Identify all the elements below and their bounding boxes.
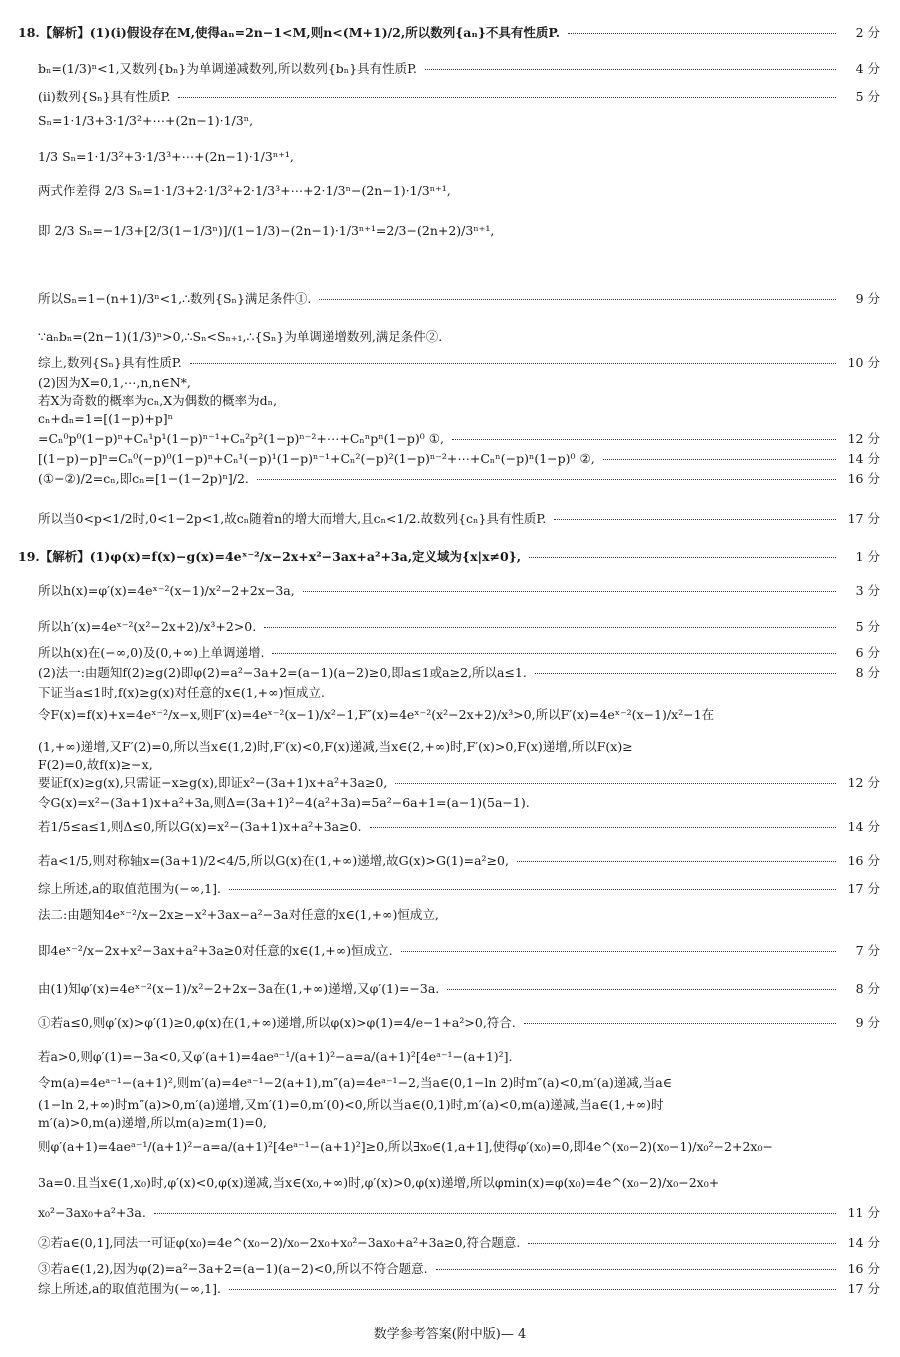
line-text: 所以h(x)=φ′(x)=4eˣ⁻²(x−1)/x²−2+2x−3a, — [38, 583, 295, 598]
score-points: 8 分 — [855, 981, 880, 996]
score-points: 14 分 — [847, 451, 880, 466]
solution-line — [0, 1014, 900, 1032]
line-text: 所以Sₙ=1−(n+1)/3ⁿ<1,∴数列{Sₙ}满足条件①. — [38, 291, 312, 306]
leader-dots — [528, 1243, 836, 1244]
solution-line — [0, 182, 900, 200]
line-text: 令G(x)=x²−(3a+1)x+a²+3a,则Δ=(3a+1)²−4(a²+3a)=5a²−6a+1=(a−1)(5a−1). — [38, 795, 530, 810]
line-text: 下证当a≤1时,f(x)≥g(x)对任意的x∈(1,+∞)恒成立. — [38, 685, 325, 700]
score-points: 17 分 — [847, 1281, 880, 1296]
score-points: 9 分 — [855, 1015, 880, 1030]
solution-line — [0, 582, 900, 600]
solution-line — [0, 738, 900, 756]
leader-dots — [395, 783, 836, 784]
solution-line — [0, 88, 900, 106]
score-points: 2 分 — [855, 25, 880, 40]
leader-dots — [190, 363, 836, 364]
line-text: 则φ′(a+1)=4aeᵃ⁻¹/(a+1)²−a=a/(a+1)²[4eᵃ⁻¹−(a+1)²]≥0,所以∃x₀∈(1,a+1],使得φ′(x₀)=0,即4e^(x₀−2)(x₀−1)/x₀²−2+2x₀− — [38, 1139, 773, 1154]
solution-line — [0, 1174, 900, 1192]
line-text: 若a<1/5,则对称轴x=(3a+1)/2<4/5,所以G(x)在(1,+∞)递增,故G(x)>G(1)=a²≥0, — [38, 853, 509, 868]
line-text: 综上所述,a的取值范围为(−∞,1]. — [38, 881, 221, 896]
solution-line — [0, 24, 900, 42]
leader-dots — [272, 653, 836, 654]
solution-line — [0, 430, 900, 448]
leader-dots — [264, 627, 836, 628]
solution-line — [0, 148, 900, 166]
solution-line — [0, 706, 900, 724]
leader-dots — [568, 33, 836, 34]
solution-line — [0, 112, 900, 130]
question-heading: 19.【解析】(1)φ(x)=f(x)−g(x)=4eˣ⁻²/x−2x+x²−3ax+a²+3a,定义域为{x|x≠0}, — [18, 549, 522, 564]
solution-line — [0, 1204, 900, 1222]
score-points: 16 分 — [847, 1261, 880, 1276]
line-text: (2)法一:由题知f(2)≥g(2)即φ(2)=a²−3a+2=(a−1)(a−2)≥0,即a≤1或a≥2,所以a≤1. — [38, 665, 527, 680]
solution-line — [0, 852, 900, 870]
line-text: 所以h′(x)=4eˣ⁻²(x²−2x+2)/x³+2>0. — [38, 619, 257, 634]
solution-line — [0, 774, 900, 792]
line-text: 法二:由题知4eˣ⁻²/x−2x≥−x²+3ax−a²−3a对任意的x∈(1,+∞)恒成立, — [38, 907, 439, 922]
solution-line — [0, 354, 900, 372]
leader-dots — [452, 439, 836, 440]
line-text: 即 2/3 Sₙ=−1/3+[2/3(1−1/3ⁿ)]/(1−1/3)−(2n−1)·1/3ⁿ⁺¹=2/3−(2n+2)/3ⁿ⁺¹, — [38, 223, 495, 238]
line-text: 所以h(x)在(−∞,0)及(0,+∞)上单调递增. — [38, 645, 265, 660]
solution-line — [0, 1138, 900, 1156]
solution-line — [0, 290, 900, 308]
solution-line — [0, 942, 900, 960]
leader-dots — [319, 299, 836, 300]
leader-dots — [154, 1213, 836, 1214]
line-text: 若a>0,则φ′(1)=−3a<0,又φ′(a+1)=4aeᵃ⁻¹/(a+1)²−a=a/(a+1)²[4eᵃ⁻¹−(a+1)²]. — [38, 1049, 513, 1064]
score-points: 14 分 — [847, 1235, 880, 1250]
solution-line — [0, 684, 900, 702]
leader-dots — [401, 951, 836, 952]
leader-dots — [529, 557, 836, 558]
line-text: ③若a∈(1,2),因为φ(2)=a²−3a+2=(a−1)(a−2)<0,所以不符合题意. — [38, 1261, 428, 1276]
solution-line — [0, 1280, 900, 1298]
leader-dots — [535, 673, 836, 674]
score-points: 5 分 — [855, 89, 880, 104]
leader-dots — [436, 1269, 836, 1270]
line-text: 由(1)知φ′(x)=4eˣ⁻²(x−1)/x²−2+2x−3a在(1,+∞)递增,又φ′(1)=−3a. — [38, 981, 440, 996]
solution-line — [0, 374, 900, 392]
line-text: m′(a)>0,m(a)递增,所以m(a)≥m(1)=0, — [38, 1115, 267, 1130]
page-footer: 数学参考答案(附中版)— 4 — [373, 1327, 527, 1342]
leader-dots — [524, 1023, 836, 1024]
line-text: 所以当0<p<1/2时,0<1−2p<1,故cₙ随着n的增大而增大,且cₙ<1/2.故数列{cₙ}具有性质P. — [38, 511, 547, 526]
line-text: 综上所述,a的取值范围为(−∞,1]. — [38, 1281, 221, 1296]
leader-dots — [517, 861, 836, 862]
line-text: F(2)=0,故f(x)≥−x, — [38, 757, 153, 772]
line-text: cₙ+dₙ=1=[(1−p)+p]ⁿ — [38, 411, 174, 426]
solution-line — [0, 644, 900, 662]
line-text: 令F(x)=f(x)+x=4eˣ⁻²/x−x,则F′(x)=4eˣ⁻²(x−1)/x²−1,F″(x)=4eˣ⁻²(x²−2x+2)/x³>0,所以F′(x)=4eˣ⁻²(x−1)/x²−1在 — [38, 707, 715, 722]
leader-dots — [229, 1289, 836, 1290]
line-text: x₀²−3ax₀+a²+3a. — [38, 1205, 146, 1220]
score-points: 14 分 — [847, 819, 880, 834]
leader-dots — [425, 69, 836, 70]
leader-dots — [447, 989, 836, 990]
solution-line — [0, 756, 900, 774]
line-text: 两式作差得 2/3 Sₙ=1·1/3+2·1/3²+2·1/3³+⋯+2·1/3ⁿ−(2n−1)·1/3ⁿ⁺¹, — [38, 183, 451, 198]
leader-dots — [370, 827, 836, 828]
line-text: (1−ln 2,+∞)时m″(a)>0,m′(a)递增,又m′(1)=0,m′(0)<0,所以当a∈(0,1)时,m′(a)<0,m(a)递减,当a∈(1,+∞)时 — [38, 1097, 664, 1112]
solution-line — [0, 1074, 900, 1092]
solution-line — [0, 1234, 900, 1252]
line-text: 若1/5≤a≤1,则Δ≤0,所以G(x)=x²−(3a+1)x+a²+3a≥0. — [38, 819, 362, 834]
score-points: 11 分 — [847, 1205, 880, 1220]
score-points: 8 分 — [855, 665, 880, 680]
line-text: 3a=0.且当x∈(1,x₀)时,φ′(x)<0,φ(x)递减,当x∈(x₀,+∞)时,φ′(x)>0,φ(x)递增,所以φmin(x)=φ(x₀)=4e^(x₀−2)/x₀−2x₀+ — [38, 1175, 720, 1190]
line-text: =Cₙ⁰p⁰(1−p)ⁿ+Cₙ¹p¹(1−p)ⁿ⁻¹+Cₙ²p²(1−p)ⁿ⁻²+⋯+Cₙⁿpⁿ(1−p)⁰ ①, — [38, 431, 444, 446]
score-points: 4 分 — [855, 61, 880, 76]
score-points: 12 分 — [847, 775, 880, 790]
line-text: ②若a∈(0,1],同法一可证φ(x₀)=4e^(x₀−2)/x₀−2x₀+x₀²−3ax₀+a²+3a≥0,符合题意. — [38, 1235, 521, 1250]
leader-dots — [178, 97, 836, 98]
score-points: 3 分 — [855, 583, 880, 598]
solution-line — [0, 1260, 900, 1278]
solution-line — [0, 880, 900, 898]
solution-line — [0, 328, 900, 346]
solution-line — [0, 618, 900, 636]
score-points: 17 分 — [847, 511, 880, 526]
question-heading: 18.【解析】(1)(ⅰ)假设存在M,使得aₙ=2n−1<M,则n<(M+1)/2,所以数列{aₙ}不具有性质P. — [18, 25, 561, 40]
solution-line — [0, 450, 900, 468]
solution-line — [0, 1048, 900, 1066]
line-text: ①若a≤0,则φ′(x)>φ′(1)≥0,φ(x)在(1,+∞)递增,所以φ(x)>φ(1)=4/e−1+a²>0,符合. — [38, 1015, 516, 1030]
line-text: (ⅱ)数列{Sₙ}具有性质P. — [38, 89, 171, 104]
solution-line — [0, 664, 900, 682]
solution-line — [0, 794, 900, 812]
line-text: 综上,数列{Sₙ}具有性质P. — [38, 355, 182, 370]
solution-line — [0, 818, 900, 836]
solution-line — [0, 548, 900, 566]
line-text: 要证f(x)≥g(x),只需证−x≥g(x),即证x²−(3a+1)x+a²+3a≥0, — [38, 775, 388, 790]
line-text: bₙ=(1/3)ⁿ<1,又数列{bₙ}为单调递减数列,所以数列{bₙ}具有性质P. — [38, 61, 418, 76]
score-points: 9 分 — [855, 291, 880, 306]
line-text: 1/3 Sₙ=1·1/3²+3·1/3³+⋯+(2n−1)·1/3ⁿ⁺¹, — [38, 149, 294, 164]
score-points: 7 分 — [855, 943, 880, 958]
line-text: 若X为奇数的概率为cₙ,X为偶数的概率为dₙ, — [38, 393, 278, 408]
score-points: 10 分 — [847, 355, 880, 370]
leader-dots — [603, 459, 836, 460]
solution-line — [0, 410, 900, 428]
line-text: ∵aₙbₙ=(2n−1)(1/3)ⁿ>0,∴Sₙ<Sₙ₊₁,∴{Sₙ}为单调递增数列,满足条件②. — [38, 329, 443, 344]
score-points: 12 分 — [847, 431, 880, 446]
leader-dots — [554, 519, 836, 520]
score-points: 1 分 — [855, 549, 880, 564]
solution-line — [0, 222, 900, 240]
line-text: [(1−p)−p]ⁿ=Cₙ⁰(−p)⁰(1−p)ⁿ+Cₙ¹(−p)¹(1−p)ⁿ⁻¹+Cₙ²(−p)²(1−p)ⁿ⁻²+⋯+Cₙⁿ(−p)ⁿ(1−p)⁰ ②, — [38, 451, 595, 466]
solution-line — [0, 470, 900, 488]
leader-dots — [257, 479, 836, 480]
solution-line — [0, 392, 900, 410]
solution-line — [0, 60, 900, 78]
line-text: (①−②)/2=cₙ,即cₙ=[1−(1−2p)ⁿ]/2. — [38, 471, 249, 486]
score-points: 5 分 — [855, 619, 880, 634]
score-points: 16 分 — [847, 853, 880, 868]
solution-line — [0, 980, 900, 998]
leader-dots — [303, 591, 836, 592]
score-points: 6 分 — [855, 645, 880, 660]
score-points: 17 分 — [847, 881, 880, 896]
line-text: Sₙ=1·1/3+3·1/3²+⋯+(2n−1)·1/3ⁿ, — [38, 113, 254, 128]
solution-line — [0, 906, 900, 924]
solution-line — [0, 510, 900, 528]
solution-line — [0, 1096, 900, 1114]
leader-dots — [229, 889, 836, 890]
line-text: (2)因为X=0,1,⋯,n,n∈N*, — [38, 375, 191, 390]
score-points: 16 分 — [847, 471, 880, 486]
line-text: 即4eˣ⁻²/x−2x+x²−3ax+a²+3a≥0对任意的x∈(1,+∞)恒成立. — [38, 943, 393, 958]
line-text: 令m(a)=4eᵃ⁻¹−(a+1)²,则m′(a)=4eᵃ⁻¹−2(a+1),m″(a)=4eᵃ⁻¹−2,当a∈(0,1−ln 2)时m″(a)<0,m′(a)递减,当a∈ — [38, 1075, 672, 1090]
solution-line — [0, 1114, 900, 1132]
line-text: (1,+∞)递增,又F′(2)=0,所以当x∈(1,2)时,F′(x)<0,F(x)递减,当x∈(2,+∞)时,F′(x)>0,F(x)递增,所以F(x)≥ — [38, 739, 633, 754]
